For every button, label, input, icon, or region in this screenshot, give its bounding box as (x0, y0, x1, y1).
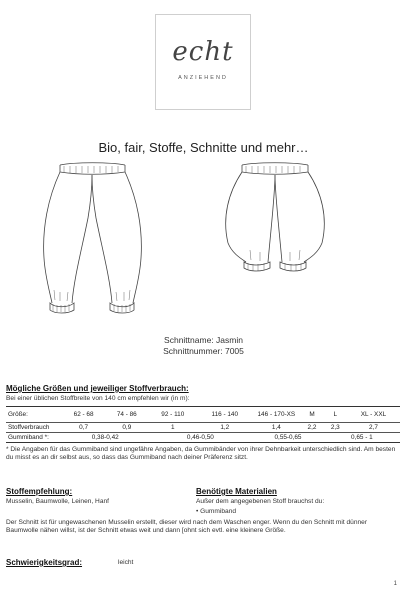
table-cell: 1,2 (197, 423, 252, 433)
pattern-note: Der Schnitt ist für ungewaschenen Musselin erstellt, dieser wird nach dem Waschen enger. Wenn du den Schnitt mit dünner Baumwolle nähen willst, ist der Schnitt etwas weit und dann [ohnt sich evtl. eine kleinere Größe. (6, 519, 368, 534)
table-row (6, 433, 400, 443)
page-number: 1 (393, 581, 397, 587)
table-header-cell: L (333, 411, 338, 418)
table-header-cell: 92 - 110 (161, 411, 185, 418)
table-row (6, 423, 400, 433)
logo-word: echt (172, 37, 234, 67)
table-header-cell: 116 - 140 (211, 411, 239, 418)
difficulty-heading: Schwierigkeitsgrad: (6, 558, 83, 567)
table-header-cell: M (309, 411, 315, 418)
long-pants-drawing (44, 163, 142, 313)
difficulty-value: leicht (118, 559, 134, 566)
table-cell: 0,9 (105, 423, 148, 433)
table-cell: 0,46-0,50 (148, 433, 252, 443)
materials-list-item (196, 508, 236, 516)
short-pants-drawing (226, 163, 325, 271)
table-header-cell: Größe: (8, 411, 28, 418)
table-header-cell: 62 - 68 (73, 411, 94, 418)
logo (155, 14, 251, 110)
table-header-cell: XL - XXL (360, 411, 387, 418)
sizes-heading: Mögliche Größen und jeweiliger Stoffverbrauch: (6, 384, 189, 393)
table-cell: 2,7 (347, 423, 400, 433)
bullet-icon: • (196, 508, 201, 515)
materials-heading: Benötigte Materialien (196, 487, 277, 496)
table-cell: 0,7 (62, 423, 105, 433)
pattern-name: Schnittname: Jasmin (164, 335, 243, 345)
logo-subtitle: ANZIEHEND (178, 75, 228, 81)
table-cell: 1,4 (252, 423, 300, 433)
table-cell: 0,55-0,65 (252, 433, 323, 443)
sizes-table (6, 406, 400, 443)
table-cell: 1 (148, 423, 197, 433)
fabric-heading: Stoffempfehlung: (6, 487, 73, 496)
fabric-text: Musselin, Baumwolle, Leinen, Hanf (6, 498, 109, 505)
tagline: Bio, fair, Stoffe, Schnitte und mehr… (98, 140, 309, 155)
materials-item: Gummiband (200, 508, 237, 515)
table-header-cell: 74 - 86 (116, 411, 137, 418)
sizes-footnote: * Die Angaben für das Gummiband sind ungefähre Angaben, da Gummibänder von ihrer Dehnbarkeit unterschiedlich sind. Am besten du misst es an dir selbst aus, so dass das Gummiband nach deiner Präferenz sitzt. (6, 446, 396, 461)
table-row-label: Stoffverbrauch (6, 423, 62, 433)
table-cell: 2,2 (300, 423, 323, 433)
materials-text: Außer dem angegebenen Stoff brauchst du: (196, 498, 325, 505)
table-header-row (6, 407, 400, 423)
garment-illustrations (30, 158, 380, 328)
table-cell: 2,3 (324, 423, 347, 433)
table-cell: 0,65 - 1 (324, 433, 400, 443)
sizes-subheading: Bei einer üblichen Stoffbreite von 140 cm empfehlen wir (in m): (6, 395, 190, 402)
table-row-label: Gummiband *: (6, 433, 62, 443)
table-cell: 0,38-0,42 (62, 433, 148, 443)
table-header-cell: 146 - 170-XS (257, 411, 296, 418)
pattern-number: Schnittnummer: 7005 (163, 346, 244, 356)
